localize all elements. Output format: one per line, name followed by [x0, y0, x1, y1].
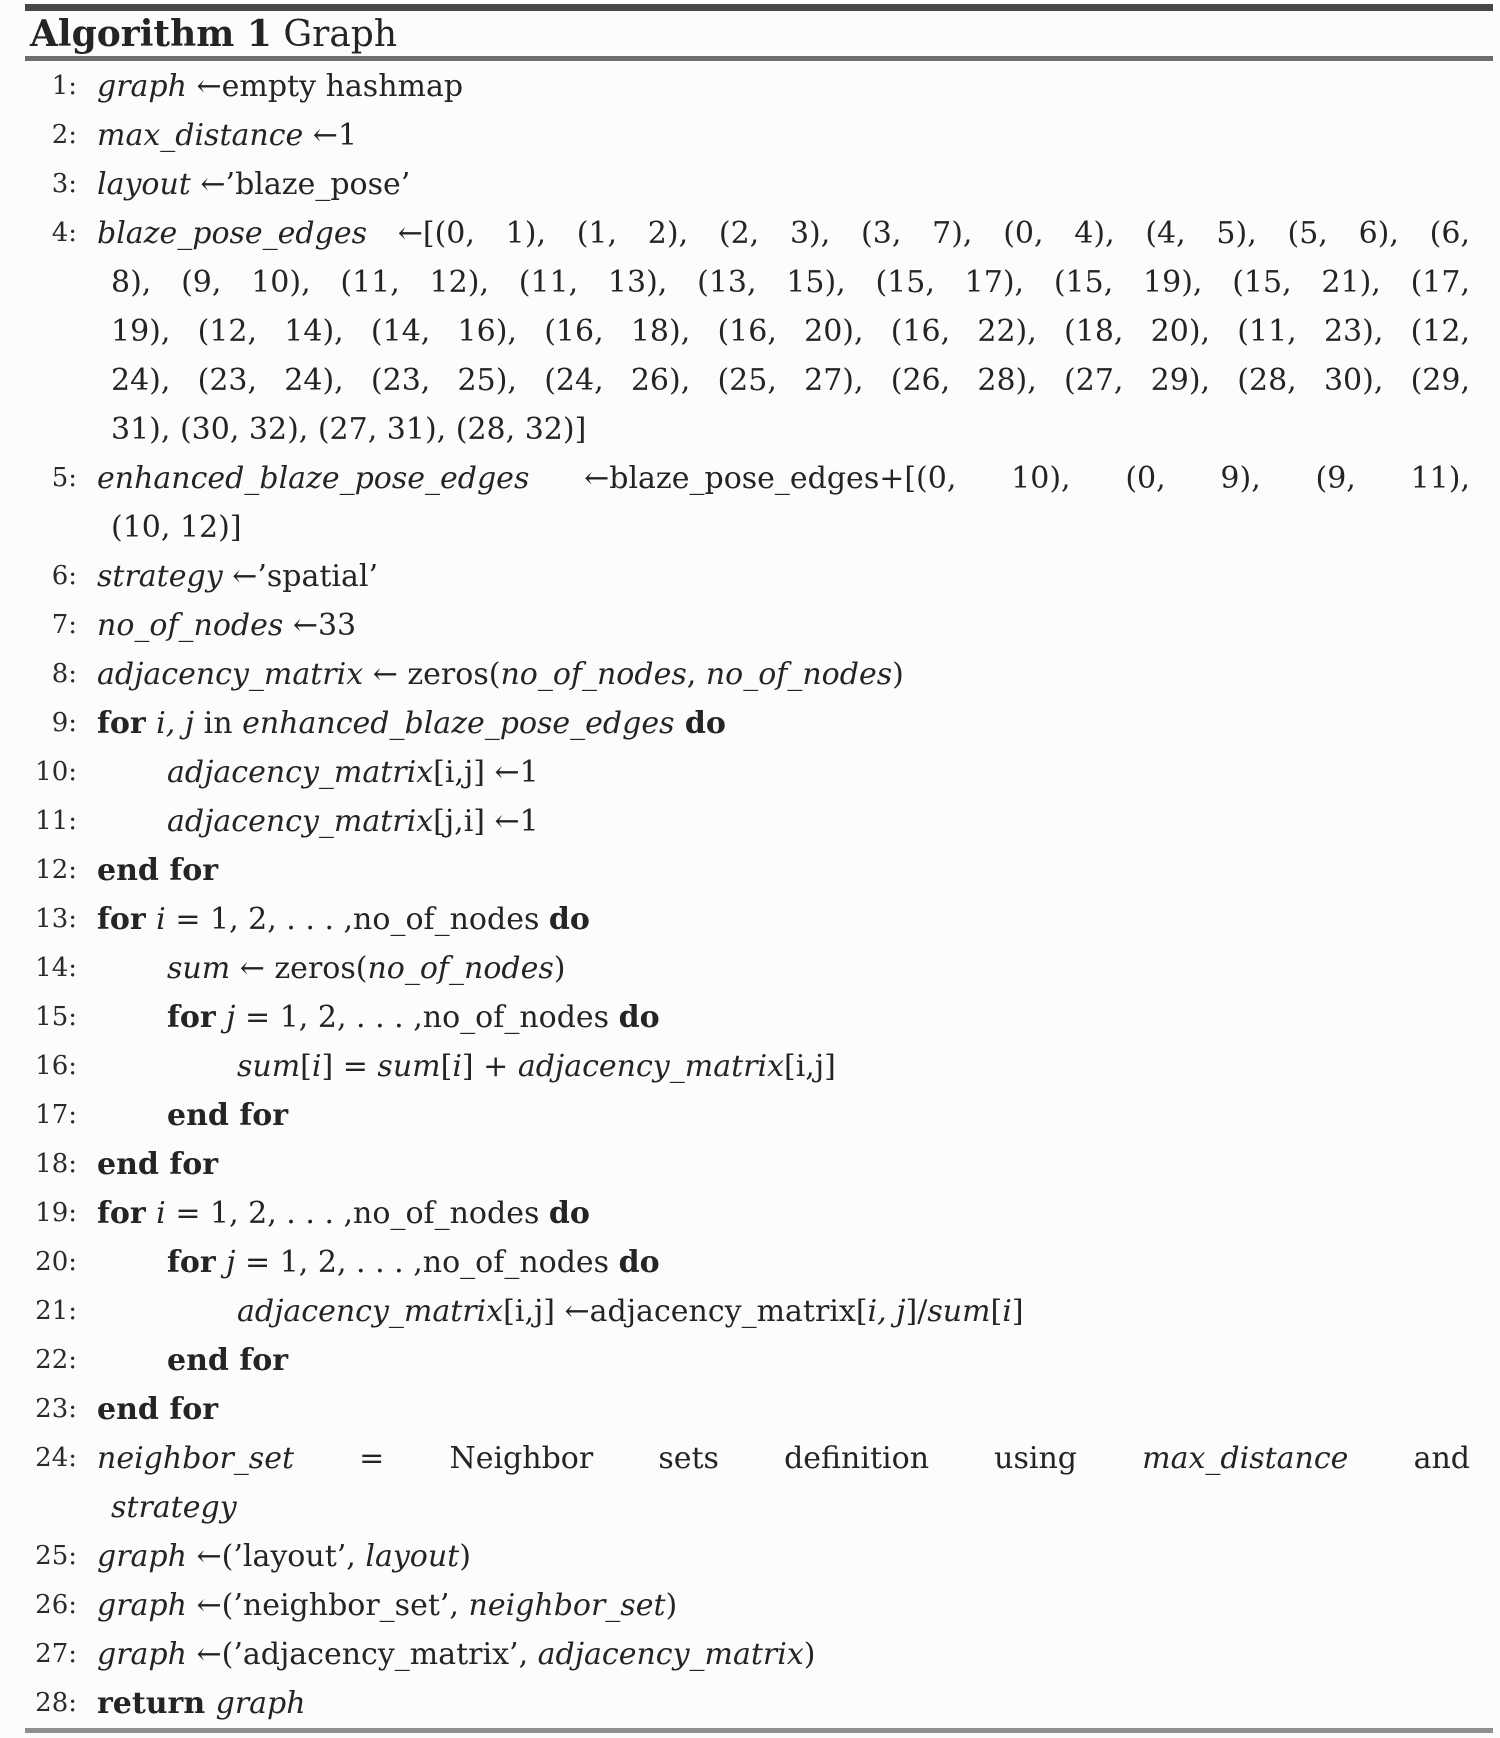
- code-text: for j = 1, 2, . . . ,no_of_nodes do: [167, 1245, 660, 1280]
- line-number: 5:: [51, 463, 77, 493]
- line-number: 21:: [35, 1296, 77, 1326]
- line-number: 27:: [35, 1639, 77, 1669]
- algorithm-line: [25, 1336, 1470, 1385]
- algorithm-line: [25, 797, 1470, 846]
- line-number: 14:: [35, 953, 77, 983]
- code-text: adjacency_matrix ← zeros(no_of_nodes, no_of_nodes): [97, 657, 904, 692]
- line-number: 28:: [35, 1688, 77, 1718]
- line-number: 12:: [35, 855, 77, 885]
- code-text: graph ←(’layout’, layout): [97, 1539, 471, 1574]
- algorithm-line: [25, 111, 1470, 160]
- code-text: 8), (9, 10), (11, 12), (11, 13), (13, 15), (15, 17), (15, 19), (15, 21), (17,: [111, 265, 1470, 300]
- algorithm-line: [25, 1238, 1470, 1287]
- code-text: adjacency_matrix[i,j] ←adjacency_matrix[i, j]/sum[i]: [237, 1294, 1024, 1329]
- code-text: for i = 1, 2, . . . ,no_of_nodes do: [97, 902, 590, 937]
- line-number: 26:: [35, 1590, 77, 1620]
- algorithm-line: [25, 1581, 1470, 1630]
- code-text: graph ←(’adjacency_matrix’, adjacency_matrix): [97, 1637, 816, 1672]
- line-number: 6:: [51, 561, 77, 591]
- code-text: strategy: [111, 1490, 237, 1525]
- line-number: 24:: [35, 1443, 77, 1473]
- code-text: return graph: [97, 1686, 306, 1721]
- line-number: 20:: [35, 1247, 77, 1277]
- algorithm-line: [25, 650, 1470, 699]
- code-text: (10, 12)]: [111, 510, 242, 545]
- code-text: for i, j in enhanced_blaze_pose_edges do: [97, 706, 726, 741]
- algorithm-line: [25, 699, 1470, 748]
- algorithm-line: [25, 209, 1470, 454]
- code-text: adjacency_matrix[j,i] ←1: [167, 804, 539, 839]
- algorithm-line: [25, 160, 1470, 209]
- algorithm-line: [25, 1042, 1470, 1091]
- algorithm-line: [25, 993, 1470, 1042]
- algorithm-line: [25, 454, 1470, 552]
- code-text: neighbor_set = Neighbor sets definition using max_distance and: [97, 1441, 1470, 1476]
- line-number: 16:: [35, 1051, 77, 1081]
- line-number: 7:: [51, 610, 77, 640]
- code-text: adjacency_matrix[i,j] ←1: [167, 755, 539, 790]
- algorithm-line: [25, 1434, 1470, 1532]
- algorithm-line: [25, 1189, 1470, 1238]
- line-number: 23:: [35, 1394, 77, 1424]
- bottom-rule: [25, 1728, 1493, 1733]
- line-number: 15:: [35, 1002, 77, 1032]
- line-number: 22:: [35, 1345, 77, 1375]
- code-text: end for: [97, 1392, 219, 1427]
- algorithm-line: [25, 1140, 1470, 1189]
- code-text: layout ←’blaze_pose’: [97, 167, 411, 202]
- algorithm-line: [25, 846, 1470, 895]
- line-number: 4:: [51, 218, 77, 248]
- algorithm-line: [25, 1385, 1470, 1434]
- algorithm-line: [25, 1679, 1470, 1728]
- algorithm-header: [30, 11, 1500, 56]
- line-number: 18:: [35, 1149, 77, 1179]
- algorithm-line: [25, 552, 1470, 601]
- line-number: 2:: [51, 120, 77, 150]
- algorithm-body: [0, 61, 1500, 1728]
- algorithm-line: [25, 1287, 1470, 1336]
- code-text: 24), (23, 24), (23, 25), (24, 26), (25, 27), (26, 28), (27, 29), (28, 30), (29,: [111, 363, 1470, 398]
- algorithm-line: [25, 1630, 1470, 1679]
- line-number: 17:: [35, 1100, 77, 1130]
- code-text: end for: [97, 1147, 219, 1182]
- line-number: 1:: [51, 71, 77, 101]
- code-text: sum ← zeros(no_of_nodes): [167, 951, 566, 986]
- code-text: for j = 1, 2, . . . ,no_of_nodes do: [167, 1000, 660, 1035]
- algorithm-line: [25, 895, 1470, 944]
- line-number: 11:: [35, 806, 77, 836]
- code-text: 19), (12, 14), (14, 16), (16, 18), (16, 20), (16, 22), (18, 20), (11, 23), (12,: [111, 314, 1470, 349]
- line-number: 19:: [35, 1198, 77, 1228]
- line-number: 8:: [51, 659, 77, 689]
- algorithm-line: [25, 62, 1470, 111]
- code-text: graph ←empty hashmap: [97, 69, 464, 104]
- code-text: enhanced_blaze_pose_edges ←blaze_pose_edges+[(0, 10), (0, 9), (9, 11),: [97, 461, 1470, 496]
- code-text: blaze_pose_edges ←[(0, 1), (1, 2), (2, 3), (3, 7), (0, 4), (4, 5), (5, 6), (6,: [97, 216, 1470, 251]
- code-text: strategy ←’spatial’: [97, 559, 379, 594]
- algorithm-line: [25, 944, 1470, 993]
- code-text: end for: [167, 1343, 289, 1378]
- algorithm-label: Algorithm 1: [30, 13, 272, 55]
- line-number: 13:: [35, 904, 77, 934]
- algorithm-title: Graph: [283, 14, 398, 55]
- algorithm-line: [25, 1091, 1470, 1140]
- code-text: end for: [97, 853, 219, 888]
- code-text: sum[i] = sum[i] + adjacency_matrix[i,j]: [237, 1049, 836, 1084]
- header-space: [272, 14, 283, 55]
- code-text: for i = 1, 2, . . . ,no_of_nodes do: [97, 1196, 590, 1231]
- line-number: 10:: [35, 757, 77, 787]
- code-text: max_distance ←1: [97, 118, 358, 153]
- algorithm-line: [25, 748, 1470, 797]
- line-number: 25:: [35, 1541, 77, 1571]
- code-text: end for: [167, 1098, 289, 1133]
- code-text: graph ←(’neighbor_set’, neighbor_set): [97, 1588, 678, 1623]
- algorithm-line: [25, 601, 1470, 650]
- code-text: 31), (30, 32), (27, 31), (28, 32)]: [111, 412, 587, 447]
- code-text: no_of_nodes ←33: [97, 608, 357, 643]
- line-number: 3:: [51, 169, 77, 199]
- top-rule: [25, 4, 1493, 11]
- line-number: 9:: [51, 708, 77, 738]
- algorithm-line: [25, 1532, 1470, 1581]
